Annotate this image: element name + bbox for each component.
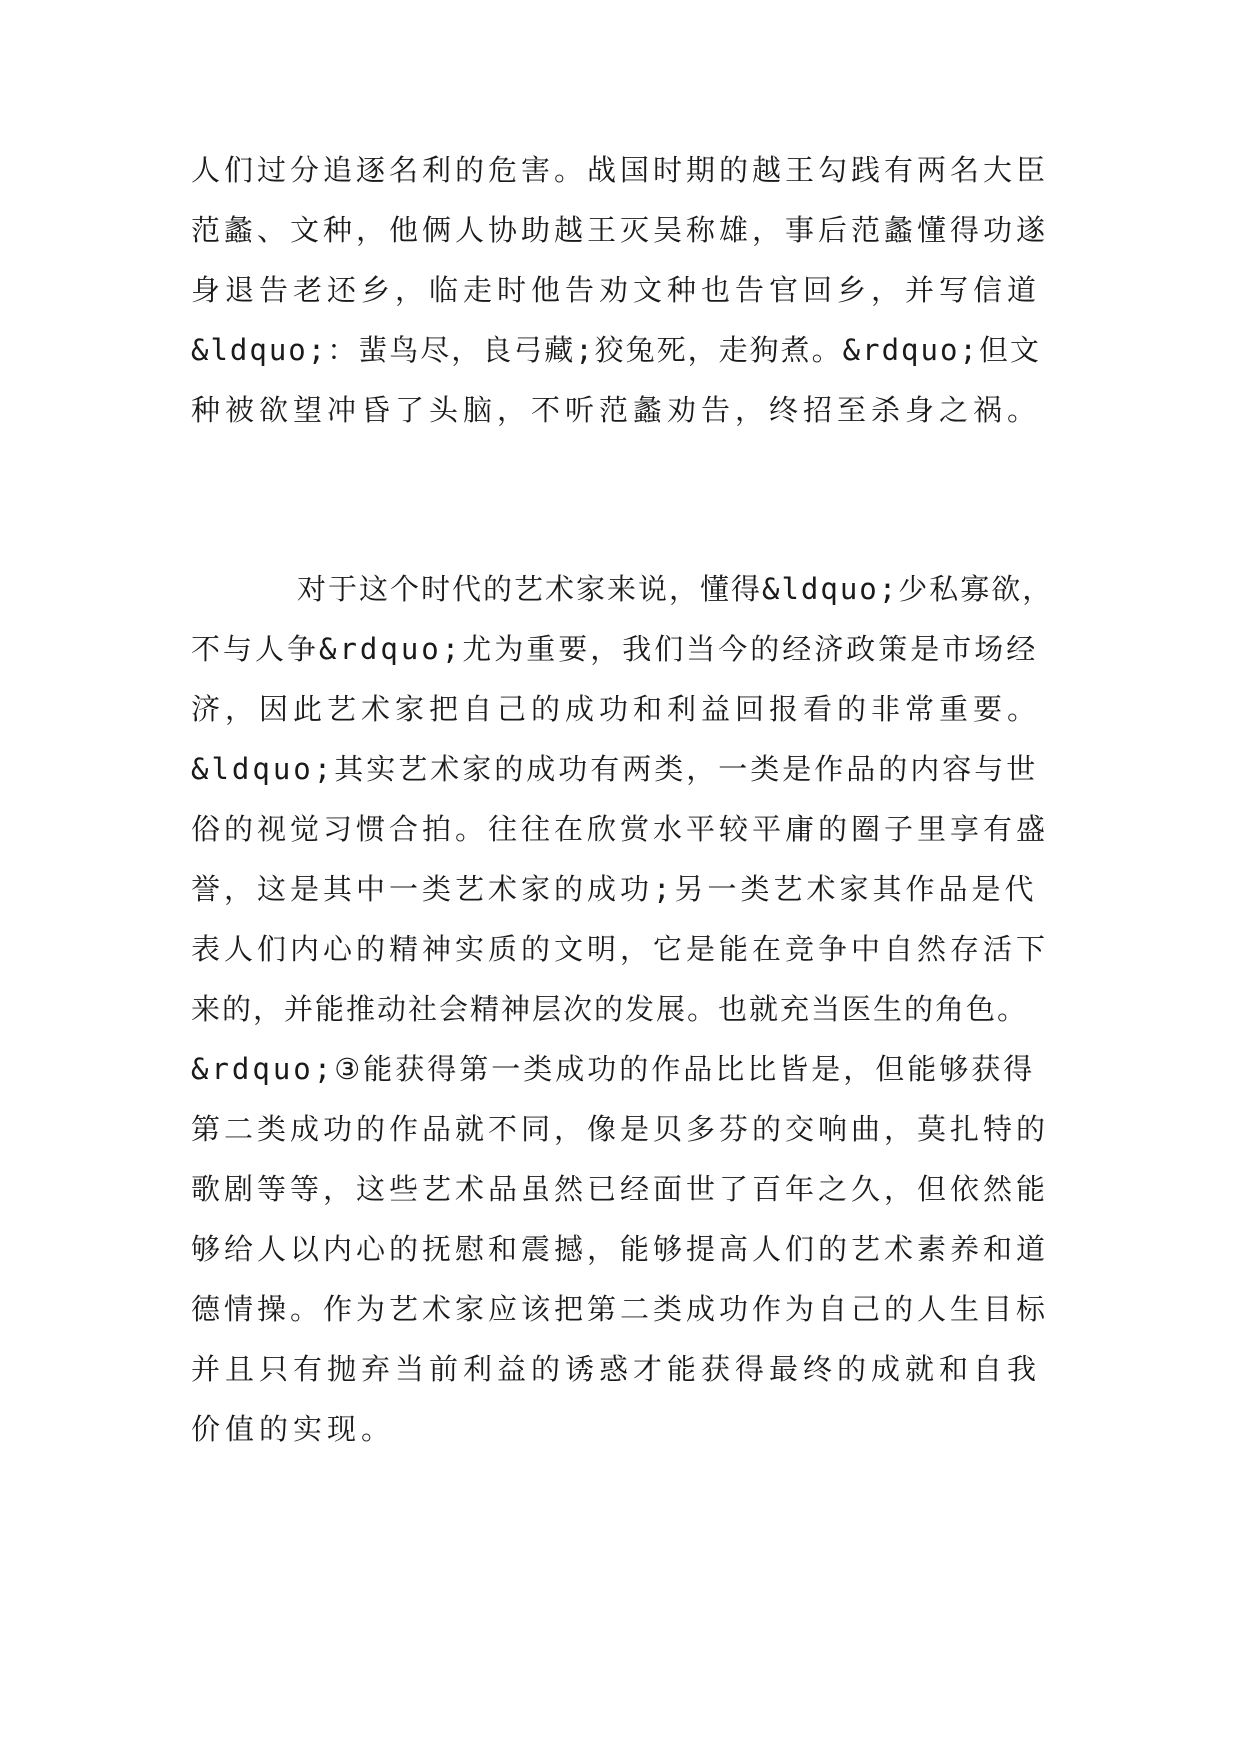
- text-line: 对于这个时代的艺术家来说，懂得&ldquo;少私寡欲，: [297, 572, 1054, 606]
- text-line: &rdquo;③能获得第一类成功的作品比比皆是，但能够获得: [191, 1052, 1036, 1086]
- text-line: 身退告老还乡，临走时他告劝文种也告官回乡，并写信道: [191, 273, 1042, 307]
- text-line: 第二类成功的作品就不同，像是贝多芬的交响曲，莫扎特的: [191, 1112, 1050, 1146]
- text-line: 歌剧等等，这些艺术品虽然已经面世了百年之久，但依然能: [191, 1172, 1050, 1206]
- text-line: 济，因此艺术家把自己的成功和利益回报看的非常重要。: [191, 692, 1042, 726]
- text-line: 不与人争&rdquo;尤为重要，我们当今的经济政策是市场经: [191, 632, 1039, 666]
- text-line: 表人们内心的精神实质的文明，它是能在竞争中自然存活下: [191, 932, 1050, 966]
- text-line: &ldquo;其实艺术家的成功有两类，一类是作品的内容与世: [191, 752, 1039, 786]
- text-line: 来的，并能推动社会精神层次的发展。也就充当医生的角色。: [191, 992, 1029, 1026]
- text-line: 德情操。作为艺术家应该把第二类成功作为自己的人生目标: [191, 1292, 1050, 1326]
- text-line: 价值的实现。: [191, 1412, 396, 1446]
- text-line: 誉，这是其中一类艺术家的成功;另一类艺术家其作品是代: [191, 872, 1038, 906]
- text-line: 够给人以内心的抚慰和震撼，能够提高人们的艺术素养和道: [191, 1232, 1050, 1266]
- text-line: &ldquo;：蜚鸟尽，良弓藏;狡兔死，走狗煮。&rdquo;但文: [191, 333, 1041, 367]
- text-line: 并且只有抛弃当前利益的诱惑才能获得最终的成就和自我: [191, 1352, 1042, 1386]
- text-line: 范蠡、文种，他俩人协助越王灭吴称雄，事后范蠡懂得功遂: [191, 213, 1050, 247]
- text-line: 人们过分追逐名利的危害。战国时期的越王勾践有两名大臣: [191, 153, 1050, 187]
- text-line: 俗的视觉习惯合拍。往往在欣赏水平较平庸的圈子里享有盛: [191, 812, 1050, 846]
- text-line: 种被欲望冲昏了头脑，不听范蠡劝告，终招至杀身之祸。: [191, 393, 1042, 427]
